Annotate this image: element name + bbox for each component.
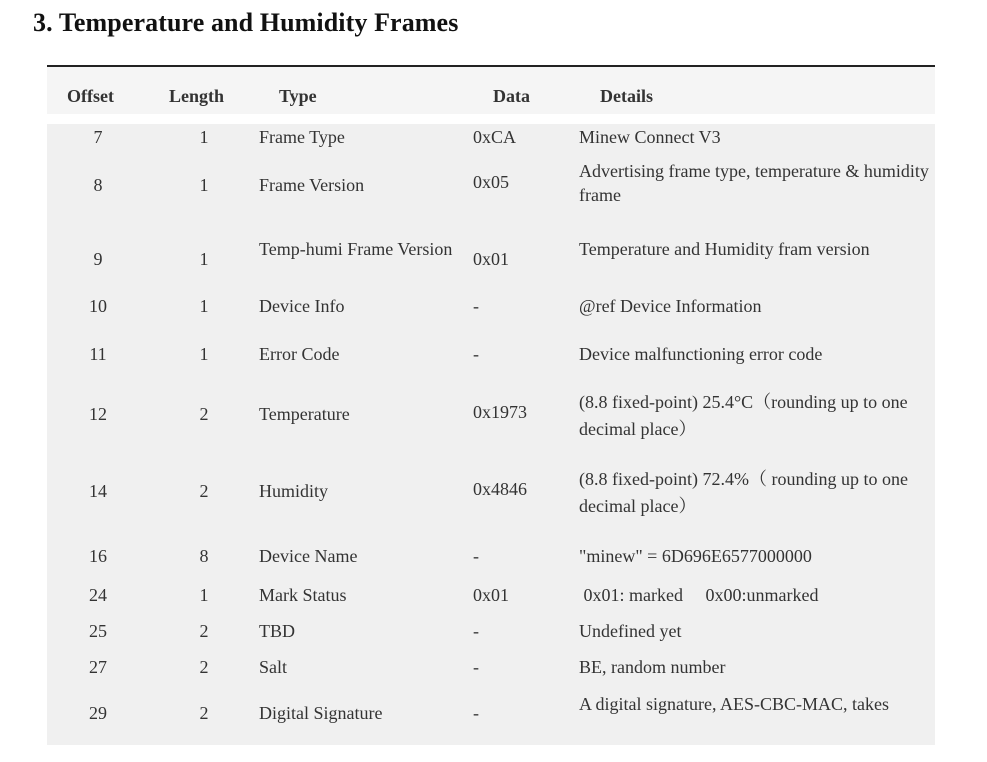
row-11-offset: 29 [89,703,107,723]
row-9-type: TBD [259,621,295,641]
row-6-offset: 14 [89,481,107,501]
row-10-type: Salt [259,657,288,677]
row-2-offset: 9 [93,249,103,269]
row-0-offset: 7 [93,127,103,147]
section-title: 3. Temperature and Humidity Frames [33,8,459,37]
row-3-data: - [473,296,479,316]
row-4-type: Error Code [259,344,340,364]
row-4-length: 1 [199,344,209,364]
row-6-data: 0x4846 [473,479,527,499]
row-0-data: 0xCA [473,127,517,147]
row-1-length: 1 [199,175,209,195]
row-9-length: 2 [199,621,209,641]
row-5-data: 0x1973 [473,402,527,422]
row-1-type: Frame Version [259,175,365,195]
header-offset: Offset [67,86,114,106]
row-7-offset: 16 [89,546,107,566]
row-5-length: 2 [199,404,209,424]
row-2-data: 0x01 [473,249,509,269]
row-7-details: "minew" = 6D696E6577000000 [579,546,812,566]
row-11-type: Digital Signature [259,703,383,723]
header-data: Data [493,86,530,106]
row-3-details: @ref Device Information [579,296,762,316]
row-4-data: - [473,344,479,364]
header-length: Length [169,86,225,106]
row-8-offset: 24 [89,585,107,605]
row-10-offset: 27 [89,657,107,677]
row-11-data: - [473,703,479,723]
row-11-length: 2 [199,703,209,723]
row-6-type: Humidity [259,481,329,501]
row-5-details: (8.8 fixed-point) 25.4°C（rounding up to one decimal place） [579,392,908,439]
row-6-length: 2 [199,481,209,501]
row-2-type: Temp-humi Frame Version [259,239,453,259]
row-1-data: 0x05 [473,172,509,192]
row-1-offset: 8 [93,175,103,195]
row-1-details: Advertising frame type, temperature & humidity frame [579,161,929,205]
row-3-offset: 10 [89,296,107,316]
row-4-offset: 11 [89,344,107,364]
row-7-type: Device Name [259,546,358,566]
row-10-details: BE, random number [579,657,726,677]
row-3-type: Device Info [259,296,345,316]
row-8-data: 0x01 [473,585,509,605]
header-type: Type [279,86,317,106]
row-9-details: Undefined yet [579,621,682,641]
row-0-type: Frame Type [259,127,345,147]
row-4-details: Device malfunctioning error code [579,344,823,364]
row-8-details: 0x01: marked 0x00:unmarked [579,585,819,605]
row-6-details: (8.8 fixed-point) 72.4%（ rounding up to one decimal place） [579,469,908,516]
row-8-type: Mark Status [259,585,347,605]
row-5-offset: 12 [89,404,107,424]
row-2-length: 1 [199,249,209,269]
row-5-type: Temperature [259,404,350,424]
row-0-details: Minew Connect V3 [579,127,721,147]
row-10-length: 2 [199,657,209,677]
row-9-offset: 25 [89,621,107,641]
header-details: Details [600,86,653,106]
row-2-details: Temperature and Humidity fram version [579,239,870,259]
row-11-details: A digital signature, AES-CBC-MAC, takes [579,694,889,714]
row-7-data: - [473,546,479,566]
row-7-length: 8 [199,546,209,566]
row-0-length: 1 [199,127,209,147]
row-3-length: 1 [199,296,209,316]
row-10-data: - [473,657,479,677]
row-9-data: - [473,621,479,641]
row-8-length: 1 [199,585,209,605]
